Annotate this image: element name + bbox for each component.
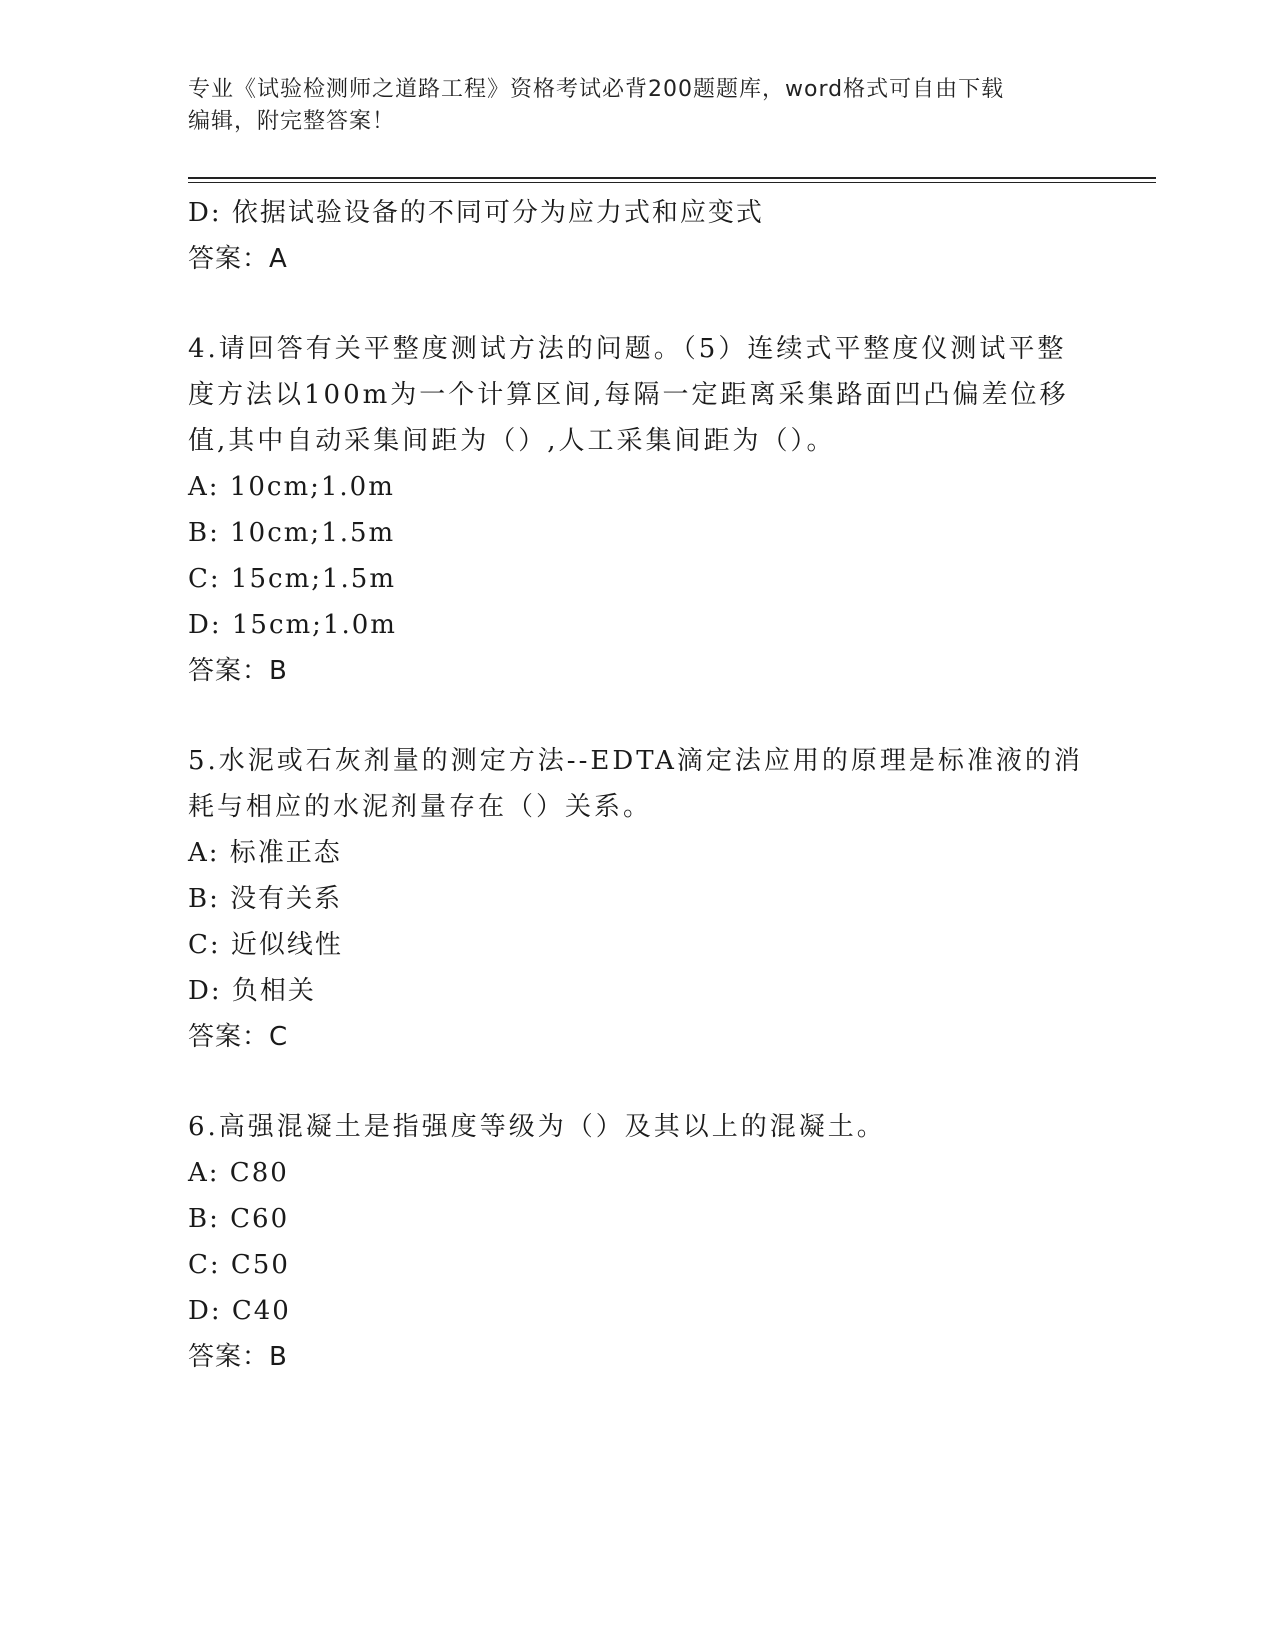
- option-a: A: 10cm;1.0m: [188, 472, 395, 502]
- header-line-1: 专业《试验检测师之道路工程》资格考试必背200题题库，word格式可自由下载: [188, 77, 1005, 102]
- option-a: A: C80: [188, 1158, 289, 1188]
- option-d: D: 负相关: [188, 976, 316, 1006]
- question-block: [188, 190, 1088, 282]
- question-line: 4.请回答有关平整度测试方法的问题。（5）连续式平整度仪测试平整: [188, 334, 1067, 364]
- answer-line: 答案：B: [188, 656, 288, 686]
- question-block: [188, 1104, 1088, 1380]
- question-line: 度方法以100m为一个计算区间,每隔一定距离采集路面凹凸偏差位移: [188, 380, 1069, 410]
- question-line: 耗与相应的水泥剂量存在（）关系。: [188, 792, 653, 822]
- header-line-2: 编辑，附完整答案！: [188, 109, 396, 134]
- option-b: B: 10cm;1.5m: [188, 518, 396, 548]
- answer-line: 答案：C: [188, 1022, 289, 1052]
- header-rule-thin: [188, 182, 1156, 183]
- question-line: 值,其中自动采集间距为（）,人工采集间距为（）。: [188, 426, 836, 456]
- page-header: [188, 74, 1088, 138]
- option-c: C: 15cm;1.5m: [188, 564, 396, 594]
- question-text: [188, 1104, 1088, 1150]
- question-list: [188, 190, 1088, 1380]
- option-c: C: 近似线性: [188, 930, 343, 960]
- question-line: 5.水泥或石灰剂量的测定方法--EDTA滴定法应用的原理是标准液的消: [188, 746, 1083, 776]
- option-d: D: 15cm;1.0m: [188, 610, 397, 640]
- question-block: [188, 738, 1088, 1060]
- question-text: [188, 738, 1088, 830]
- option-c: C: C50: [188, 1250, 290, 1280]
- answer-line: 答案：B: [188, 1342, 288, 1372]
- option-b: B: C60: [188, 1204, 290, 1234]
- option-d: D: C40: [188, 1296, 291, 1326]
- question-block: [188, 326, 1088, 694]
- question-line: 6.高强混凝土是指强度等级为（）及其以上的混凝土。: [188, 1112, 886, 1142]
- header-rule-thick: [188, 177, 1156, 179]
- answer-line: 答案：A: [188, 244, 288, 274]
- option-d: D: 依据试验设备的不同可分为应力式和应变式: [188, 198, 764, 228]
- option-a: A: 标准正态: [188, 838, 342, 868]
- option-b: B: 没有关系: [188, 884, 343, 914]
- question-text: [188, 326, 1088, 464]
